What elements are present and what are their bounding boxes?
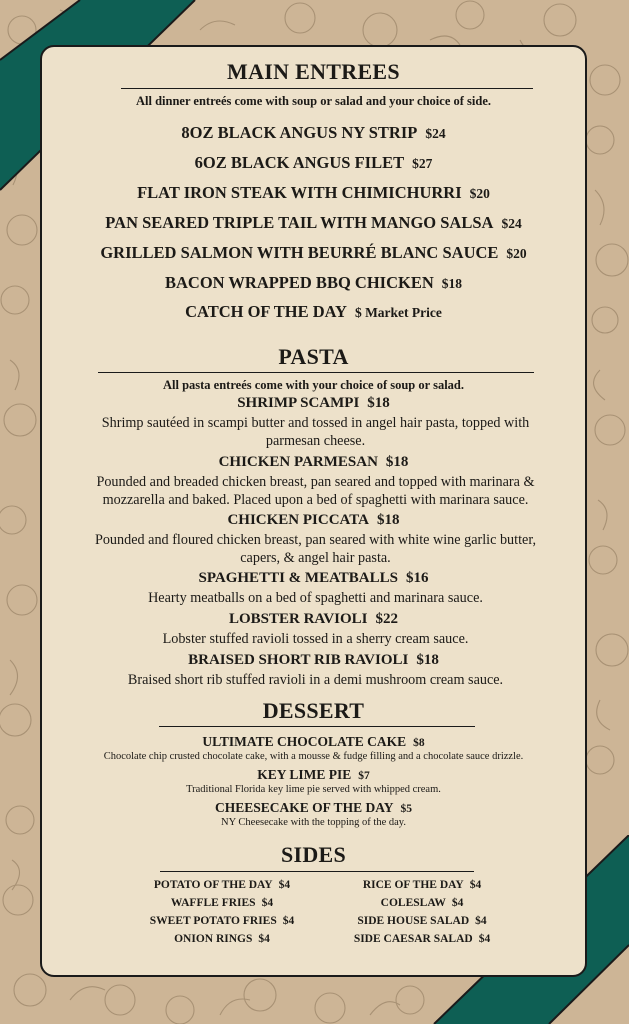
entree-item: CATCH OF THE DAY $ Market Price [185,302,442,321]
entree-item: BACON WRAPPED BBQ CHICKEN $18 [164,273,462,292]
pasta-note: All pasta entreés come with your choice of soup or salad. [162,378,465,392]
dessert-item-desc: Traditional Florida key lime pie served with whipped cream. [186,784,441,795]
pasta-item-name: BRAISED SHORT RIB RAVIOLI $18 [188,652,439,668]
side-item: POTATO OF THE DAY $4 [153,879,291,891]
side-item: SIDE CAESAR SALAD $4 [353,933,491,945]
dessert-item-desc: Chocolate chip crusted chocolate cake, with a mousse & fudge filling and a chocolate sauce drizzle. [103,751,524,762]
side-item: ONION RINGS $4 [174,933,270,945]
dessert-item-name: KEY LIME PIE $7 [257,767,370,782]
pasta-item-desc: Hearty meatballs on a bed of spaghetti and marinara sauce. [148,590,483,606]
entree-item: GRILLED SALMON WITH BEURRÉ BLANC SAUCE $20 [100,243,527,262]
pasta-item-desc: Pounded and floured chicken breast, pan seared with white wine garlic butter, capers, & angel hair pasta. [94,532,537,566]
pasta-item-name: SPAGHETTI & MEATBALLS $16 [198,570,429,586]
pasta-item-name: SHRIMP SCAMPI $18 [237,395,390,411]
pasta-item-desc: Shrimp sautéed in scampi butter and tossed in angel hair pasta, topped with parmesan cheese. [101,415,530,449]
dessert-title: DESSERT [262,698,365,723]
pasta-item-desc: Lobster stuffed ravioli tossed in a sherry cream sauce. [162,631,469,647]
main-entrees-note: All dinner entreés come with soup or salad and your choice of side. [136,94,491,108]
entree-item: FLAT IRON STEAK WITH CHIMICHURRI $20 [137,183,490,202]
dessert-rule [159,726,475,727]
pasta-item-name: LOBSTER RAVIOLI $22 [228,611,399,627]
pasta-item-desc: Braised short rib stuffed ravioli in a demi mushroom cream sauce. [127,672,504,688]
side-item: WAFFLE FRIES $4 [170,897,274,909]
pasta-title: PASTA [278,344,349,369]
pasta-rule [98,372,534,373]
pasta-item-name: CHICKEN PARMESAN $18 [218,454,409,470]
entree-item: 6OZ BLACK ANGUS FILET $27 [194,153,433,172]
menu-panel [40,45,587,977]
pasta-item-desc: Pounded and breaded chicken breast, pan seared and topped with marinara & mozzarella and baked. Placed upon a bed of spaghetti with marinara sauce. [96,474,535,508]
entree-item: 8OZ BLACK ANGUS NY STRIP $24 [181,123,446,142]
side-item: SIDE HOUSE SALAD $4 [357,915,487,927]
dessert-item-name: ULTIMATE CHOCOLATE CAKE $8 [202,734,425,749]
sides-title: SIDES [280,842,347,867]
pasta-item-name: CHICKEN PICCATA $18 [227,512,400,528]
side-item: COLESLAW $4 [380,897,464,909]
dessert-item-desc: NY Cheesecake with the topping of the day. [221,817,406,828]
dessert-item-name: CHEESECAKE OF THE DAY $5 [215,800,412,815]
side-item: SWEET POTATO FRIES $4 [149,915,295,927]
entree-item: PAN SEARED TRIPLE TAIL WITH MANGO SALSA $24 [105,213,522,232]
main-entrees-rule [121,88,533,89]
main-entrees-title: MAIN ENTREES [227,59,400,84]
side-item: RICE OF THE DAY $4 [362,879,482,891]
sides-rule [160,871,474,872]
